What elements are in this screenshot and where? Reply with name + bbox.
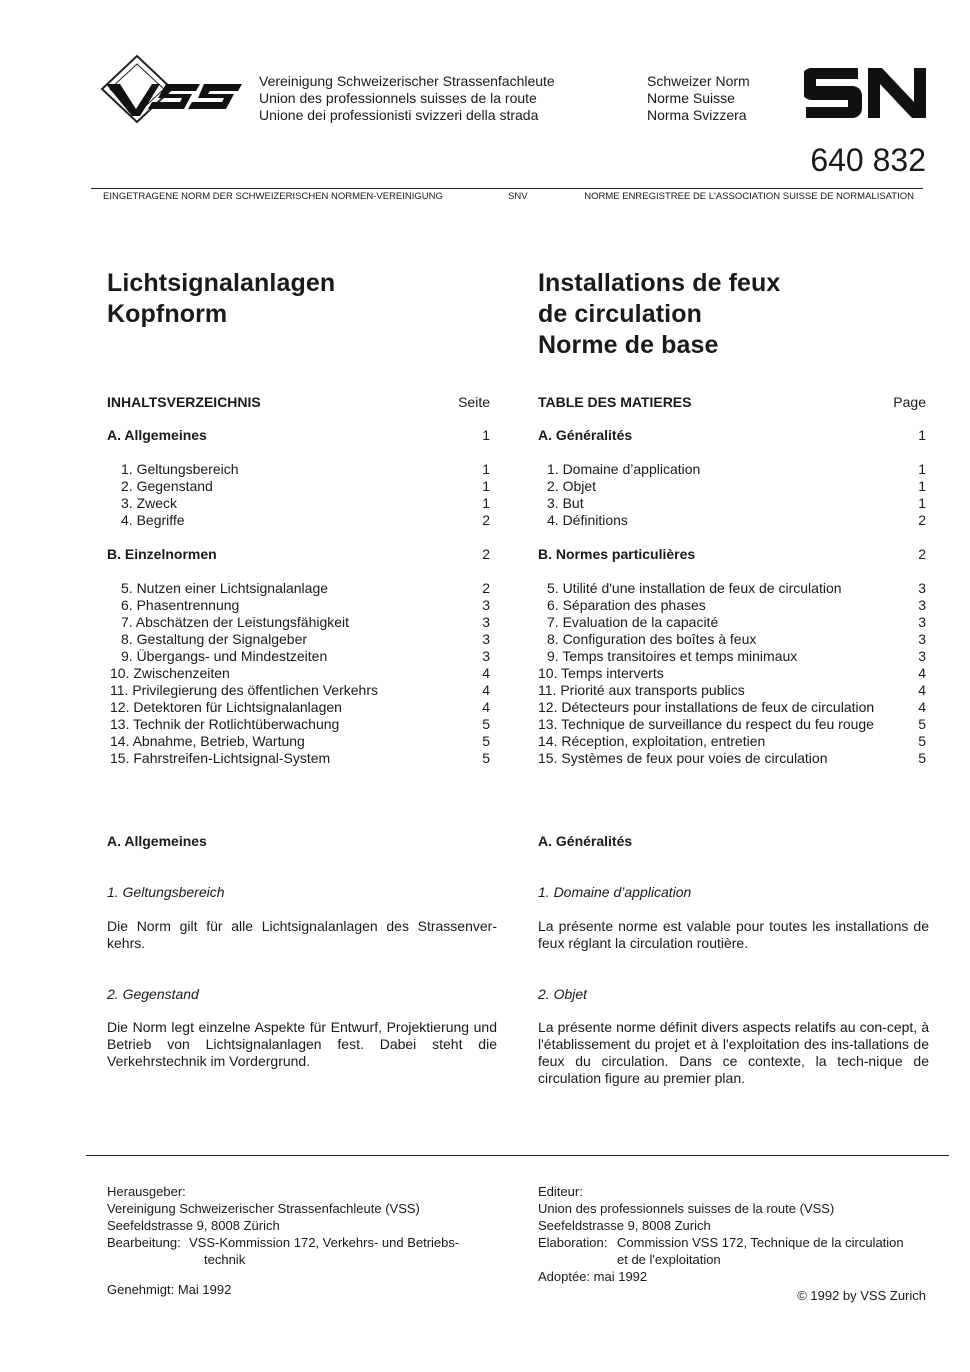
toc-group-label: B. Einzelnormen [107, 546, 217, 562]
publisher-address: Seefeldstrasse 9, 8008 Zurich [538, 1218, 711, 1233]
approval-date: Genehmigt: Mai 1992 [107, 1282, 232, 1297]
toc-entry-label: 1. Geltungsbereich [121, 461, 239, 477]
toc-entry[interactable] [107, 580, 490, 597]
publisher-name: Vereinigung Schweizerischer Strassenfachleute (VSS) [107, 1201, 420, 1216]
editing-value-cont: et de l'exploitation [617, 1252, 721, 1267]
toc-entry[interactable] [107, 461, 490, 478]
toc-entry-label: 9. Übergangs- und Mindestzeiten [121, 648, 328, 664]
subsection-1-text-de: Die Norm gilt für alle Lichtsignalanlagen des Strassenver-kehrs. [107, 918, 497, 951]
toc-entry-label: 1. Domaine d’application [547, 461, 701, 477]
org-name-fr: Union des professionnels suisses de la route [259, 90, 537, 106]
publisher-address: Seefeldstrasse 9, 8008 Zürich [107, 1218, 280, 1233]
toc-entry[interactable] [538, 682, 926, 699]
toc-de [107, 394, 490, 767]
editing-label: Bearbeitung: [107, 1235, 181, 1250]
toc-entry-label: 11. Priorité aux transports publics [538, 682, 745, 698]
toc-page-number: 3 [918, 614, 926, 630]
toc-entry[interactable] [538, 648, 926, 665]
toc-de-heading [107, 394, 490, 411]
toc-page-number: 5 [918, 716, 926, 732]
imprint-de [107, 1183, 507, 1298]
toc-entry-label: 2. Objet [547, 478, 597, 494]
toc-page-number: 1 [482, 495, 490, 511]
title-fr-line: de circulation [538, 300, 702, 328]
toc-entry-label: 5. Utilité d'une installation de feux de circulation [547, 580, 842, 596]
toc-entry-label: 14. Abnahme, Betrieb, Wartung [110, 733, 305, 749]
toc-entry-label: 7. Abschätzen der Leistungsfähigkeit [121, 614, 350, 630]
toc-entry[interactable] [538, 750, 926, 767]
toc-group-label: B. Normes particulières [538, 546, 696, 562]
norm-type-it: Norma Svizzera [647, 107, 747, 123]
toc-entry[interactable] [538, 699, 926, 716]
toc-entry[interactable] [107, 699, 490, 716]
toc-page-number: 3 [482, 648, 490, 664]
registration-note-fr: NORME ENREGISTREE DE L'ASSOCIATION SUISSE DE NORMALISATION [584, 191, 914, 202]
toc-page-number: 5 [482, 716, 490, 732]
toc-entry[interactable] [107, 682, 490, 699]
toc-page-number: 1 [918, 427, 926, 443]
toc-page-number: 2 [918, 546, 926, 562]
norm-type-de: Schweizer Norm [647, 73, 750, 89]
toc-entry[interactable] [107, 733, 490, 750]
subsection-1-heading-de: 1. Geltungsbereich [107, 884, 225, 900]
vss-logo [100, 54, 246, 124]
header-rule [91, 188, 923, 189]
toc-entry-label: 10. Temps interverts [538, 665, 664, 681]
toc-page-number: 3 [918, 597, 926, 613]
subsection-2-text-fr: La présente norme définit divers aspects relatifs au con-cept, à l'établissement du projet et à l'exploitation des ins-tallations de feux du circulation. Dans ce contexte, la tech-nique de circulation figure au premier plan. [538, 1019, 929, 1086]
toc-entry-label: 4. Définitions [547, 512, 628, 528]
toc-title: TABLE DES MATIERES [538, 394, 692, 410]
toc-entry[interactable] [107, 495, 490, 512]
organization-names [259, 73, 555, 124]
toc-entry[interactable] [538, 495, 926, 512]
toc-page-number: 2 [482, 580, 490, 596]
editing-value: Commission VSS 172, Technique de la circulation [617, 1235, 904, 1250]
toc-entry[interactable] [538, 614, 926, 631]
toc-entry[interactable] [107, 478, 490, 495]
toc-entry-label: 13. Technik der Rotlichtüberwachung [110, 716, 340, 732]
editing-label: Elaboration: [538, 1235, 608, 1250]
title-de [107, 268, 335, 330]
approval-date: Adoptée: mai 1992 [538, 1269, 648, 1284]
toc-page-number: 3 [918, 631, 926, 647]
title-fr-line: Installations de feux [538, 269, 781, 297]
toc-entry[interactable] [107, 648, 490, 665]
publisher-label: Herausgeber: [107, 1184, 186, 1199]
toc-entry[interactable] [538, 733, 926, 750]
subsection-2-text-de: Die Norm legt einzelne Aspekte für Entwurf, Projektierung und Betrieb von Lichtsignalanlagen fest. Dabei steht die Verkehrstechnik im Vordergrund. [107, 1019, 497, 1069]
editing-row [107, 1234, 507, 1251]
toc-entry[interactable] [538, 580, 926, 597]
toc-fr-heading [538, 394, 926, 411]
toc-page-label: Page [893, 394, 926, 410]
toc-page-number: 1 [482, 461, 490, 477]
registration-note-de: EINGETRAGENE NORM DER SCHWEIZERISCHEN NORMEN-VEREINIGUNG [103, 191, 443, 202]
vss-logo-icon [100, 54, 246, 124]
toc-page-number: 2 [482, 546, 490, 562]
toc-entry-label: 12. Détecteurs pour installations de feux de circulation [538, 699, 875, 715]
toc-entry-label: 15. Fahrstreifen-Lichtsignal-System [110, 750, 331, 766]
toc-page-label: Seite [458, 394, 490, 410]
title-de-line: Lichtsignalanlagen [107, 269, 336, 297]
toc-entry-label: 5. Nutzen einer Lichtsignalanlage [121, 580, 329, 596]
toc-fr [538, 394, 926, 767]
toc-entry-label: 3. Zweck [121, 495, 178, 511]
toc-page-number: 5 [918, 750, 926, 766]
toc-entry-label: 8. Gestaltung der Signalgeber [121, 631, 308, 647]
toc-page-number: 1 [482, 478, 490, 494]
toc-page-number: 1 [918, 478, 926, 494]
toc-entry-label: 7. Evaluation de la capacité [547, 614, 719, 630]
title-fr [538, 268, 780, 361]
toc-page-number: 3 [482, 614, 490, 630]
copyright: © 1992 by VSS Zurich [797, 1288, 926, 1303]
toc-entry-label: 3. But [547, 495, 584, 511]
toc-page-number: 5 [918, 733, 926, 749]
toc-title: INHALTSVERZEICHNIS [107, 394, 261, 410]
toc-page-number: 4 [482, 665, 490, 681]
toc-group-label: A. Généralités [538, 427, 633, 443]
toc-entry[interactable] [107, 614, 490, 631]
editing-value: VSS-Kommission 172, Verkehrs- und Betriebs- [189, 1235, 460, 1250]
toc-entry[interactable] [538, 597, 926, 614]
toc-entry-label: 14. Réception, exploitation, entretien [538, 733, 766, 749]
toc-page-number: 3 [918, 648, 926, 664]
section-a-heading-fr: A. Généralités [538, 833, 633, 849]
title-fr-line: Norme de base [538, 331, 719, 359]
toc-page-number: 5 [482, 733, 490, 749]
imprint-fr [538, 1183, 928, 1285]
footer-rule [86, 1155, 949, 1156]
toc-entry-label: 10. Zwischenzeiten [110, 665, 230, 681]
toc-entry-label: 6. Séparation des phases [547, 597, 706, 613]
toc-page-number: 1 [918, 461, 926, 477]
toc-entry[interactable] [538, 478, 926, 495]
title-de-line: Kopfnorm [107, 300, 228, 328]
toc-page-number: 4 [482, 699, 490, 715]
toc-entry[interactable] [107, 716, 490, 733]
org-name-it: Unione dei professionisti svizzeri della strada [259, 107, 539, 123]
toc-entry-label: 4. Begriffe [121, 512, 185, 528]
toc-entry-label: 2. Gegenstand [121, 478, 213, 494]
toc-entry[interactable] [107, 512, 490, 529]
org-name-de: Vereinigung Schweizerischer Strassenfachleute [259, 73, 555, 89]
toc-entry-label: 8. Configuration des boîtes à feux [547, 631, 757, 647]
subsection-1-text-fr: La présente norme est valable pour toutes les installations de feux réglant la circulation routière. [538, 918, 929, 951]
subsection-2-heading-de: 2. Gegenstand [107, 986, 199, 1002]
subsection-1-heading-fr: 1. Domaine d’application [538, 884, 692, 900]
toc-page-number: 4 [918, 665, 926, 681]
toc-entry-label: 9. Temps transitoires et temps minimaux [547, 648, 798, 664]
toc-entry[interactable] [538, 461, 926, 478]
section-a-heading-de: A. Allgemeines [107, 833, 207, 849]
toc-entry[interactable] [107, 631, 490, 648]
toc-entry[interactable] [538, 716, 926, 733]
toc-page-number: 4 [918, 699, 926, 715]
toc-entry[interactable] [538, 512, 926, 529]
toc-entry-b[interactable] [538, 546, 926, 563]
toc-entry-a[interactable] [538, 427, 926, 444]
toc-entry-label: 12. Detektoren für Lichtsignalanlagen [110, 699, 342, 715]
toc-entry-a[interactable] [107, 427, 490, 444]
toc-entry[interactable] [538, 631, 926, 648]
norm-type-fr: Norme Suisse [647, 90, 735, 106]
toc-page-number: 2 [918, 512, 926, 528]
toc-page-number: 4 [918, 682, 926, 698]
toc-page-number: 1 [482, 427, 490, 443]
norm-number: 640 832 [810, 142, 926, 178]
registration-note-snv: SNV [508, 191, 528, 202]
sn-logo-icon [804, 66, 928, 120]
toc-entry-b[interactable] [107, 546, 490, 563]
toc-entry-label: 6. Phasentrennung [121, 597, 240, 613]
norm-type [647, 73, 750, 124]
toc-page-number: 1 [918, 495, 926, 511]
editing-row [538, 1234, 928, 1251]
publisher-name: Union des professionnels suisses de la route (VSS) [538, 1201, 835, 1216]
toc-entry-label: 13. Technique de surveillance du respect du feu rouge [538, 716, 874, 732]
toc-page-number: 3 [482, 597, 490, 613]
publisher-label: Editeur: [538, 1184, 583, 1199]
toc-entry-label: 11. Privilegierung des öffentlichen Verkehrs [110, 682, 378, 698]
toc-entry-label: 15. Systèmes de feux pour voies de circulation [538, 750, 828, 766]
toc-page-number: 2 [482, 512, 490, 528]
toc-entry[interactable] [107, 597, 490, 614]
toc-page-number: 3 [482, 631, 490, 647]
toc-page-number: 4 [482, 682, 490, 698]
toc-page-number: 5 [482, 750, 490, 766]
toc-page-number: 3 [918, 580, 926, 596]
toc-group-label: A. Allgemeines [107, 427, 207, 443]
toc-entry[interactable] [107, 750, 490, 767]
subsection-2-heading-fr: 2. Objet [538, 986, 588, 1002]
toc-entry[interactable] [107, 665, 490, 682]
editing-value-cont: technik [204, 1252, 246, 1267]
toc-entry[interactable] [538, 665, 926, 682]
sn-logo [804, 66, 928, 120]
